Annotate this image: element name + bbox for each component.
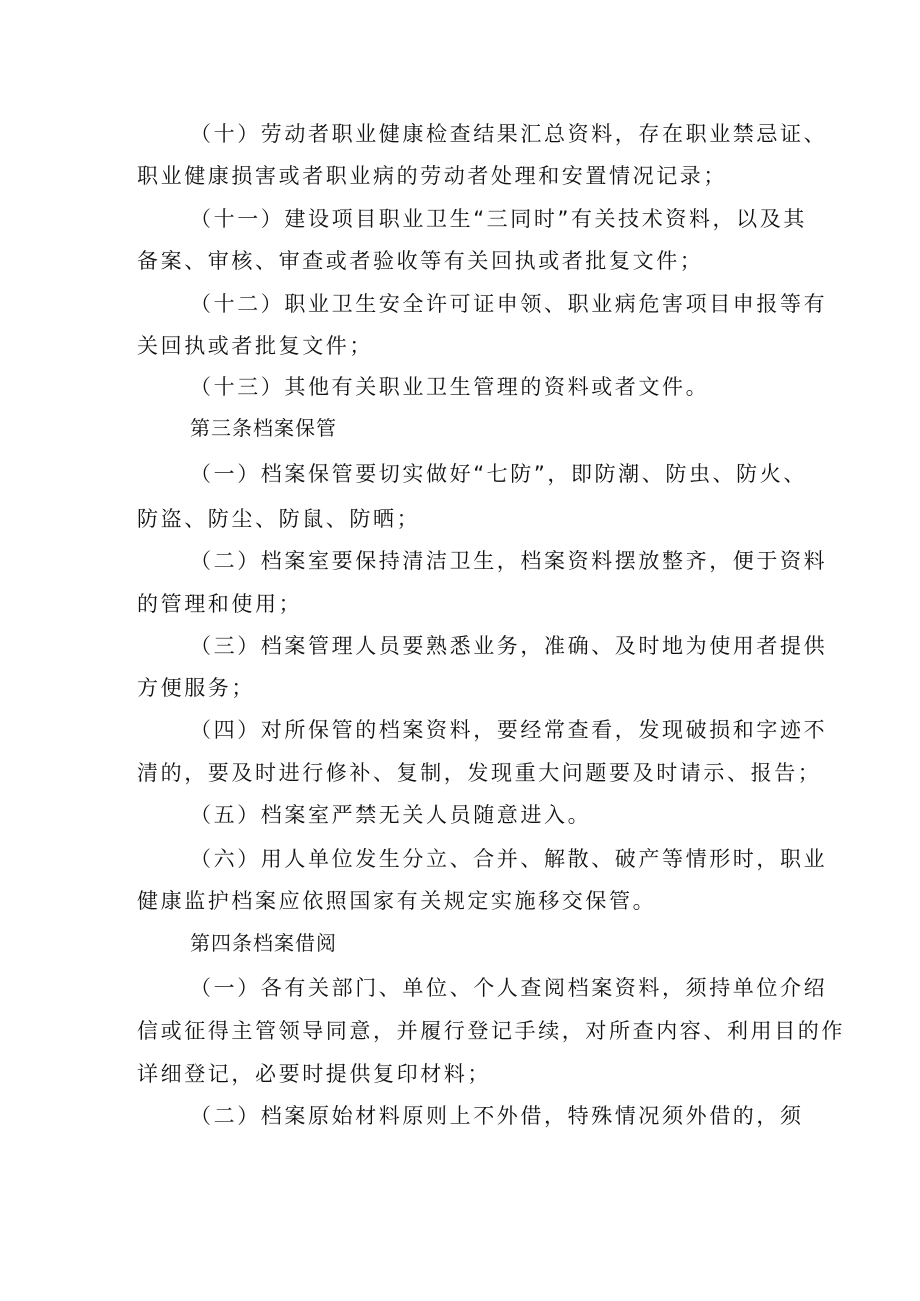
text-line: 详细登记，必要时提供复印材料； (137, 1062, 491, 1086)
section-heading: 第四条档案借阅 (190, 931, 337, 955)
text-line: 健康监护档案应依照国家有关规定实施移交保管。 (137, 889, 657, 913)
text-line: 方便服务； (137, 676, 255, 700)
text-line: （三）档案管理人员要熟悉业务，准确、及时地为使用者提供 (190, 634, 828, 658)
text-line: （十二）职业卫生安全许可证申领、职业病危害项目申报等有 (190, 292, 828, 316)
text-line: （十一）建设项目职业卫生“三同时”有关技术资料，以及其 (190, 207, 807, 231)
section-heading: 第三条档案保管 (190, 416, 337, 440)
text-line: （二）档案室要保持清洁卫生，档案资料摆放整齐，便于资料 (190, 549, 828, 573)
text-line: （二）档案原始材料原则上不外借，特殊情况须外借的，须 (190, 1104, 804, 1128)
text-line: 的管理和使用； (137, 592, 303, 616)
text-line: （十三）其他有关职业卫生管理的资料或者文件。 (190, 375, 710, 399)
text-line: （六）用人单位发生分立、合并、解散、破产等情形时，职业 (190, 847, 828, 871)
text-line: 信或征得主管领导同意，并履行登记手续，对所查内容、利用目的作 (137, 1019, 845, 1043)
text-line: 备案、审核、审查或者验收等有关回执或者批复文件； (137, 249, 704, 273)
text-line: 防盗、防尘、防鼠、防晒； (137, 507, 421, 531)
text-line: 关回执或者批复文件； (137, 334, 373, 358)
text-line: （一）档案保管要切实做好“七防”，即防潮、防虫、防火、 (190, 462, 807, 486)
text-line: （一）各有关部门、单位、个人查阅档案资料，须持单位介绍 (190, 976, 828, 1000)
text-line: （十）劳动者职业健康检查结果汇总资料，存在职业禁忌证、 (190, 122, 828, 146)
text-line: （五）档案室严禁无关人员随意进入。 (190, 803, 592, 827)
text-line: （四）对所保管的档案资料，要经常查看，发现破损和字迹不 (190, 718, 828, 742)
text-line: 清的，要及时进行修补、复制，发现重大问题要及时请示、报告； (137, 761, 822, 785)
text-line: 职业健康损害或者职业病的劳动者处理和安置情况记录； (137, 164, 727, 188)
